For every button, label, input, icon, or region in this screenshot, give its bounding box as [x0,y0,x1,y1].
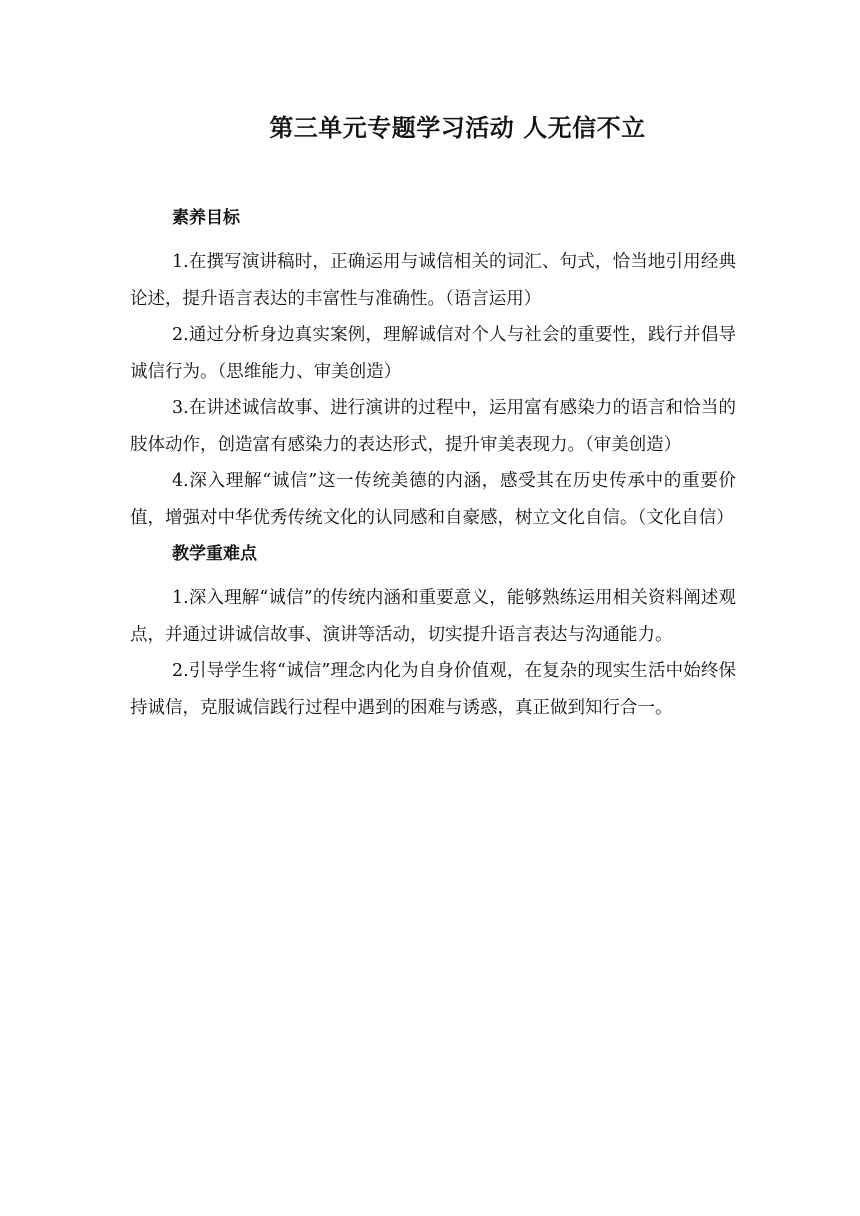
goal-item-3: 3.在讲述诚信故事、进行演讲的过程中，运用富有感染力的语言和恰当的肢体动作，创造富有感染力的表达形式，提升审美表现力。（审美创造） [130,398,736,455]
goal-item-2: 2.通过分析身边真实案例，理解诚信对个人与社会的重要性，践行并倡导诚信行为。（思维能力、审美创造） [130,325,736,382]
page-title: 第三单元专题学习活动 人无信不立 [269,114,646,142]
goal-item-1: 1.在撰写演讲稿时，正确运用与诚信相关的词汇、句式，恰当地引用经典论述，提升语言表达的丰富性与准确性。（语言运用） [130,252,736,309]
key-point-item-1: 1.深入理解“诚信”的传统内涵和重要意义，能够熟练运用相关资料阐述观点，并通过讲诚信故事、演讲等活动，切实提升语言表达与沟通能力。 [130,588,736,645]
key-point-item-2: 2.引导学生将“诚信”理念内化为自身价值观，在复杂的现实生活中始终保持诚信，克服诚信践行过程中遇到的困难与诱惑，真正做到知行合一。 [130,661,736,718]
section-heading-goals: 素养目标 [172,208,240,228]
goal-item-4: 4.深入理解“诚信”这一传统美德的内涵，感受其在历史传承中的重要价值，增强对中华优秀传统文化的认同感和自豪感，树立文化自信。（文化自信） [130,471,736,528]
section-heading-key-points: 教学重难点 [172,544,257,564]
document-body [130,200,736,726]
